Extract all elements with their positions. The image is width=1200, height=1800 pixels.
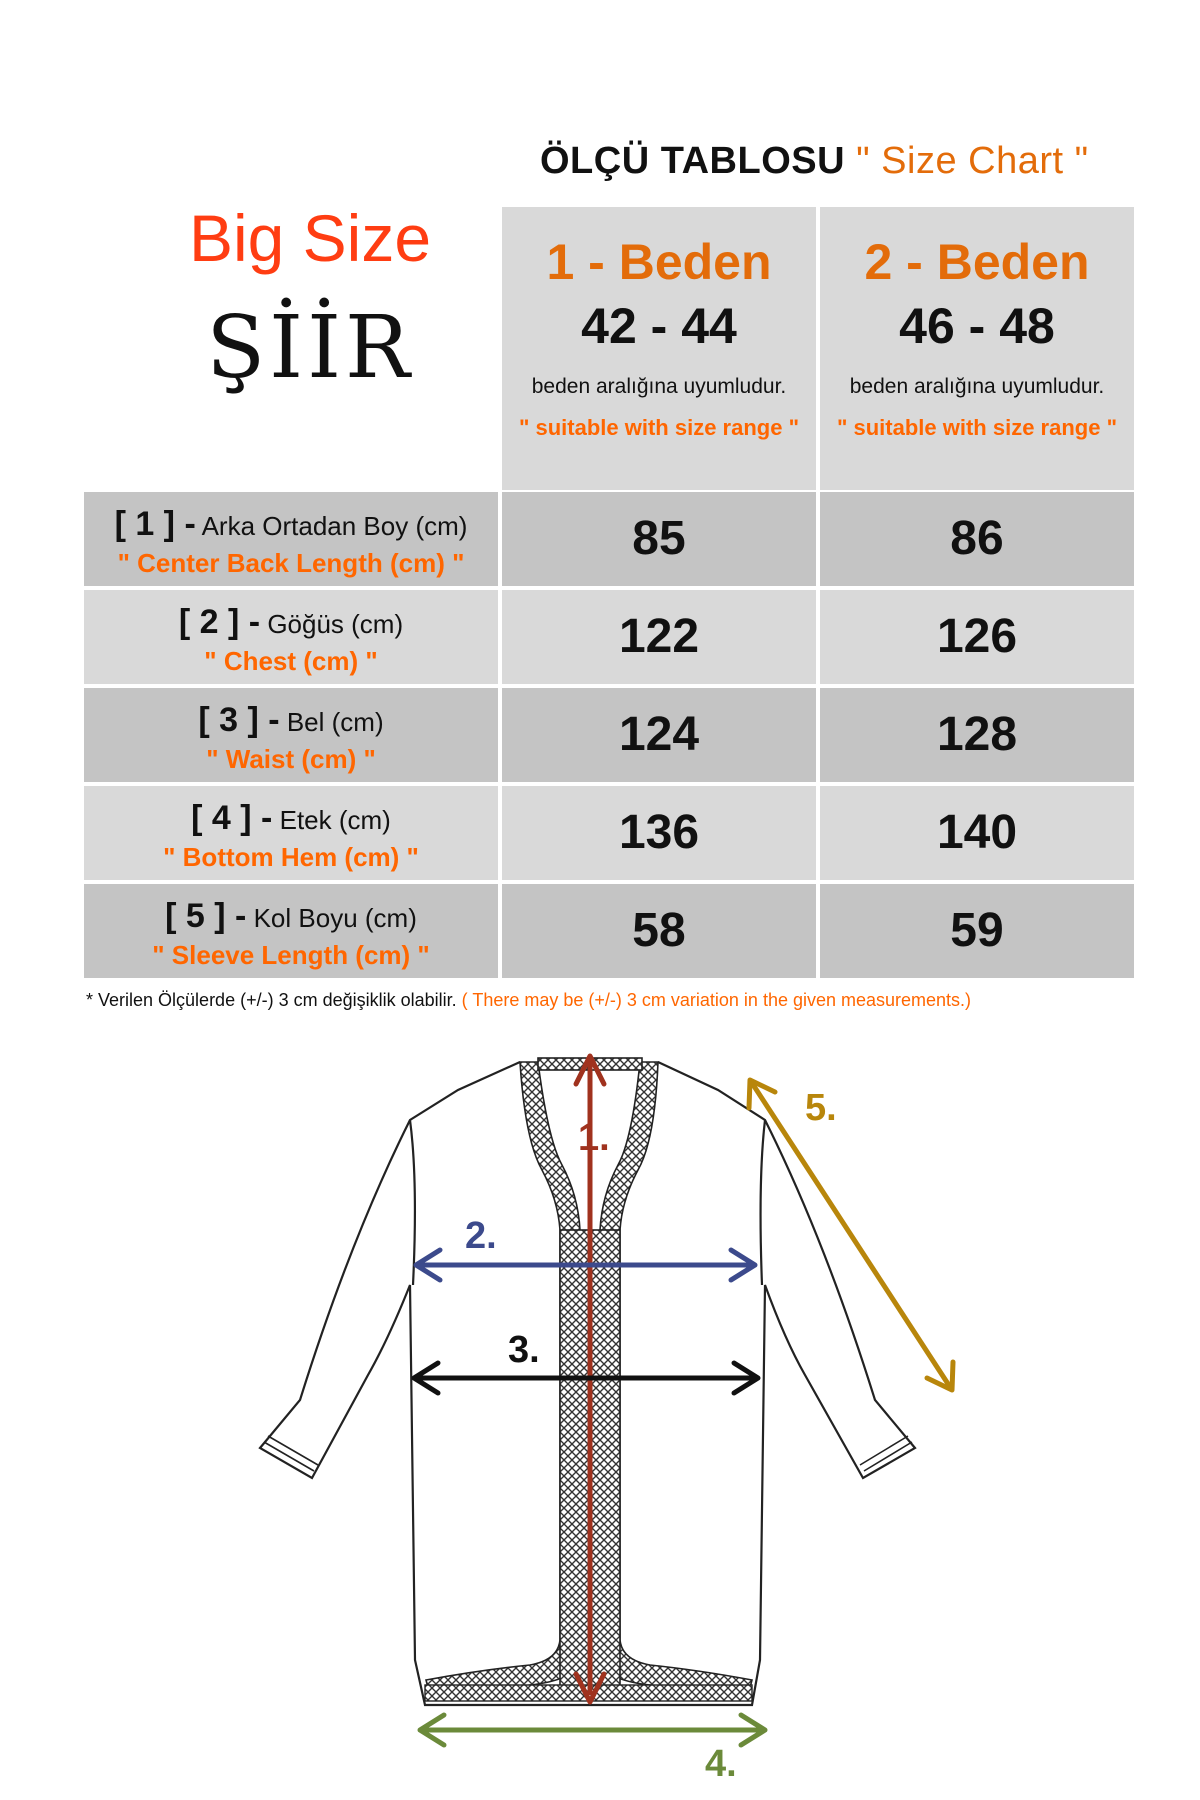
row-value-size-1: 136 xyxy=(502,786,816,880)
row-value-size-2: 86 xyxy=(820,492,1134,586)
row-label xyxy=(84,884,498,978)
row-label-tr xyxy=(84,897,498,936)
row-value-size-1: 122 xyxy=(502,590,816,684)
size-range: 42 - 44 xyxy=(581,298,737,354)
row-number: [ 4 ] - xyxy=(191,799,273,837)
row-value-size-1: 58 xyxy=(502,884,816,978)
brand-logo: ŞİİR xyxy=(206,298,414,398)
brand-line: Big Size xyxy=(188,201,432,275)
row-label-en: " Waist (cm) " xyxy=(206,744,376,774)
measure-label-3: 3. xyxy=(508,1329,540,1371)
size-desc-en: " suitable with size range " xyxy=(836,415,1118,440)
chart-title xyxy=(540,140,1140,183)
measure-label-1: 1. xyxy=(578,1117,610,1159)
measure-label-5: 5. xyxy=(805,1087,837,1129)
row-value-size-1: 124 xyxy=(502,688,816,782)
size-label: 2 - Beden xyxy=(864,234,1090,290)
size-header-2 xyxy=(820,207,1134,490)
row-name-tr: Göğüs (cm) xyxy=(267,609,404,639)
size-desc-en: " suitable with size range " xyxy=(518,415,800,440)
measure-label-2: 2. xyxy=(465,1215,497,1257)
row-number: [ 1 ] - xyxy=(114,505,196,543)
row-value-size-2: 59 xyxy=(820,884,1134,978)
row-label-en: " Center Back Length (cm) " xyxy=(117,548,465,578)
row-value-size-2: 140 xyxy=(820,786,1134,880)
row-label xyxy=(84,590,498,684)
size-range: 46 - 48 xyxy=(899,298,1055,354)
row-label-tr xyxy=(84,799,498,838)
row-value-size-2: 126 xyxy=(820,590,1134,684)
row-label-en: " Chest (cm) " xyxy=(204,646,378,676)
row-name-tr: Kol Boyu (cm) xyxy=(253,903,417,933)
row-value-size-2: 128 xyxy=(820,688,1134,782)
row-number: [ 5 ] - xyxy=(165,897,247,935)
row-label xyxy=(84,786,498,880)
row-number: [ 2 ] - xyxy=(178,603,261,641)
row-label-en: " Sleeve Length (cm) " xyxy=(152,940,430,970)
row-value-size-1: 85 xyxy=(502,492,816,586)
row-number: [ 3 ] - xyxy=(198,701,280,739)
row-label-tr xyxy=(84,701,498,740)
title-tr: ÖLÇÜ TABLOSU xyxy=(540,140,846,182)
size-desc-tr: beden aralığına uyumludur. xyxy=(849,375,1105,398)
note-tr: * Verilen Ölçülerde (+/-) 3 cm değişiklik olabilir. xyxy=(86,990,457,1010)
measure-line-5 xyxy=(750,1080,952,1390)
measure-label-4: 4. xyxy=(705,1743,737,1780)
row-label xyxy=(84,688,498,782)
title-en: " Size Chart " xyxy=(856,140,1089,182)
row-label-tr xyxy=(84,603,498,642)
row-name-tr: Bel (cm) xyxy=(286,707,384,737)
garment-diagram xyxy=(240,1040,1000,1780)
row-label xyxy=(84,492,498,586)
row-label-tr xyxy=(84,505,498,544)
size-desc-tr: beden aralığına uyumludur. xyxy=(531,375,787,398)
note-en: ( There may be (+/-) 3 cm variation in the given measurements.) xyxy=(461,990,972,1010)
tolerance-note xyxy=(86,990,971,1011)
size-header-1 xyxy=(502,207,816,490)
row-label-en: " Bottom Hem (cm) " xyxy=(163,842,419,872)
row-name-tr: Etek (cm) xyxy=(279,805,391,835)
row-name-tr: Arka Ortadan Boy (cm) xyxy=(201,511,468,541)
size-label: 1 - Beden xyxy=(546,234,772,290)
